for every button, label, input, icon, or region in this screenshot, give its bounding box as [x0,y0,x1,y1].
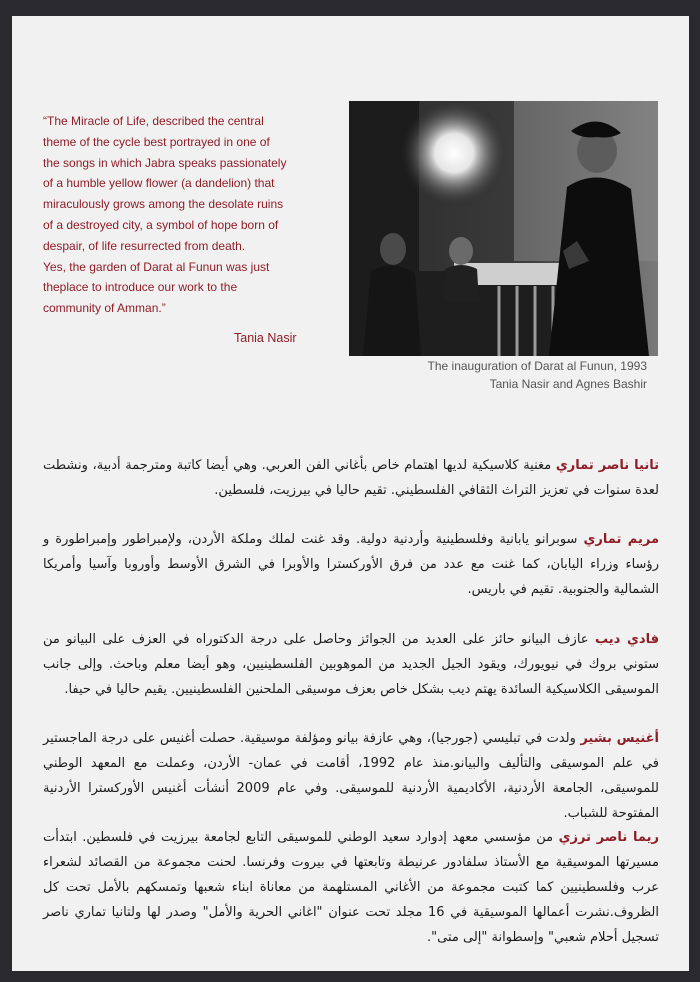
bio-name: مريم تماري [583,532,659,547]
bio-text: ولدت في تبليسي (جورجيا)، وهي عازفة بيانو ومؤلفة موسيقية. حصلت أغنيس على درجة الماجستير في علم الموسيقى والتأليف والبيانو.منذ عام 1992، أقامت في عمان- الأردن، وعملت مع المعهد الوطني للموسيقى، الجامعة الأردنية، الأكاديمية الأردنية للموسيقى. وفي عام 2009 أنشأت أغنيس الأوركسترا الأردنية المفتوحة للشباب. [43,731,659,821]
quote-author: Tania Nasir [234,331,297,345]
bio-text: عازف البيانو حائز على العديد من الجوائز وحاصل على درجة الدكتوراه في العزف على البيانو من ستوني بروك في نيويورك، ويقود الجيل الجديد من الموهوبين الفلسطينيين، وهو أيضا معلم وباحث. وإلى جانب الموسيقى الكلاسيكية السائدة يهتم ديب بشكل خاص بعزف موسيقى الملحنين الفلسطينيين. يقيم حاليا في حيفا. [43,632,659,697]
bio-name: ريما ناصر ترزي [558,830,659,845]
quote-line: despair, of life resurrected from death. [43,238,246,253]
quote-line: community of Amman.” [43,301,166,316]
inauguration-photo [349,101,658,356]
program-page [12,16,689,971]
bio-text: سوبرانو يابانية وفلسطينية وأردنية دولية. وقد غنت لملك وملكة الأردن، ولإمبراطور وإمبراطورة و رؤساء وزراء اليابان، كما غنت مع عدد من فرق الأوركسترا والأوبرا في الشرق الأوسط وأوروبا وآسيا وأمريكا الشمالية والجنوبية. تقيم في باريس. [43,532,659,597]
bio-fadi-deeb [43,627,659,702]
quote-line: of a humble yellow flower (a dandelion) that [43,176,275,191]
caption-people: Tania Nasir and Agnes Bashir [489,377,647,391]
bio-mariam-tamari [43,527,659,602]
quote-line: theme of the cycle best portrayed in one of [43,134,270,149]
bio-name: تانيا ناصر تماري [555,458,659,473]
bio-text: مغنية كلاسيكية لديها اهتمام خاص بأغاني الفن العربي. وهي أيضا كاتبة ومترجمة أدبية، ونشطت لعدة سنوات في تعزيز التراث الثقافي الفلسطيني. تقيم حاليا في بيرزيت، فلسطين. [43,458,659,498]
bio-name: فادي ديب [594,632,659,647]
bio-text: من مؤسسي معهد إدوارد سعيد الوطني للموسيقى التابع لجامعة بيرزيت في فلسطين. ابتدأت مسيرتها الموسيقية مع الأستاذ سلفادور عرنيطة وتابعتها في بيروت وفرنسا. لحنت مجموعة من القصائد لشعراء عرب وفلسطينيين كما كتبت مجموعة من الأغاني المستلهمة من معاناة ابناء شعبها وتمسكهم بالأمل تحت كل الظروف.نشرت أعمالها الموسيقية في 16 مجلد تحت عنوان "اغاني الحرية والأمل" وصدر لها ولتانيا تماري ناصر تسجيل أحلام شعبي" وإسطوانة "إلى متى". [43,830,659,945]
caption-title: The inauguration of Darat al Funun, 1993 [427,359,647,373]
quote-line: theplace to introduce our work to the [43,280,238,295]
quote-line: the songs in which Jabra speaks passionately [43,155,287,170]
quote-line: of a destroyed city, a symbol of hope born of [43,217,279,232]
quote-line: “The Miracle of Life, described the central [43,114,264,128]
quote-line: Yes, the garden of Darat al Funun was just [43,259,270,274]
bio-tania-nasir-tamari [43,453,659,503]
photo-scene-icon [349,101,658,356]
bio-rima-nasir-tarazi [43,825,659,950]
pull-quote [43,111,318,319]
bio-name: أغنيس بشير [580,731,660,746]
quote-line: miraculously grows among the desolate ruins [43,197,284,212]
photo-caption [428,357,647,393]
bio-agnes-bashir [43,726,659,826]
